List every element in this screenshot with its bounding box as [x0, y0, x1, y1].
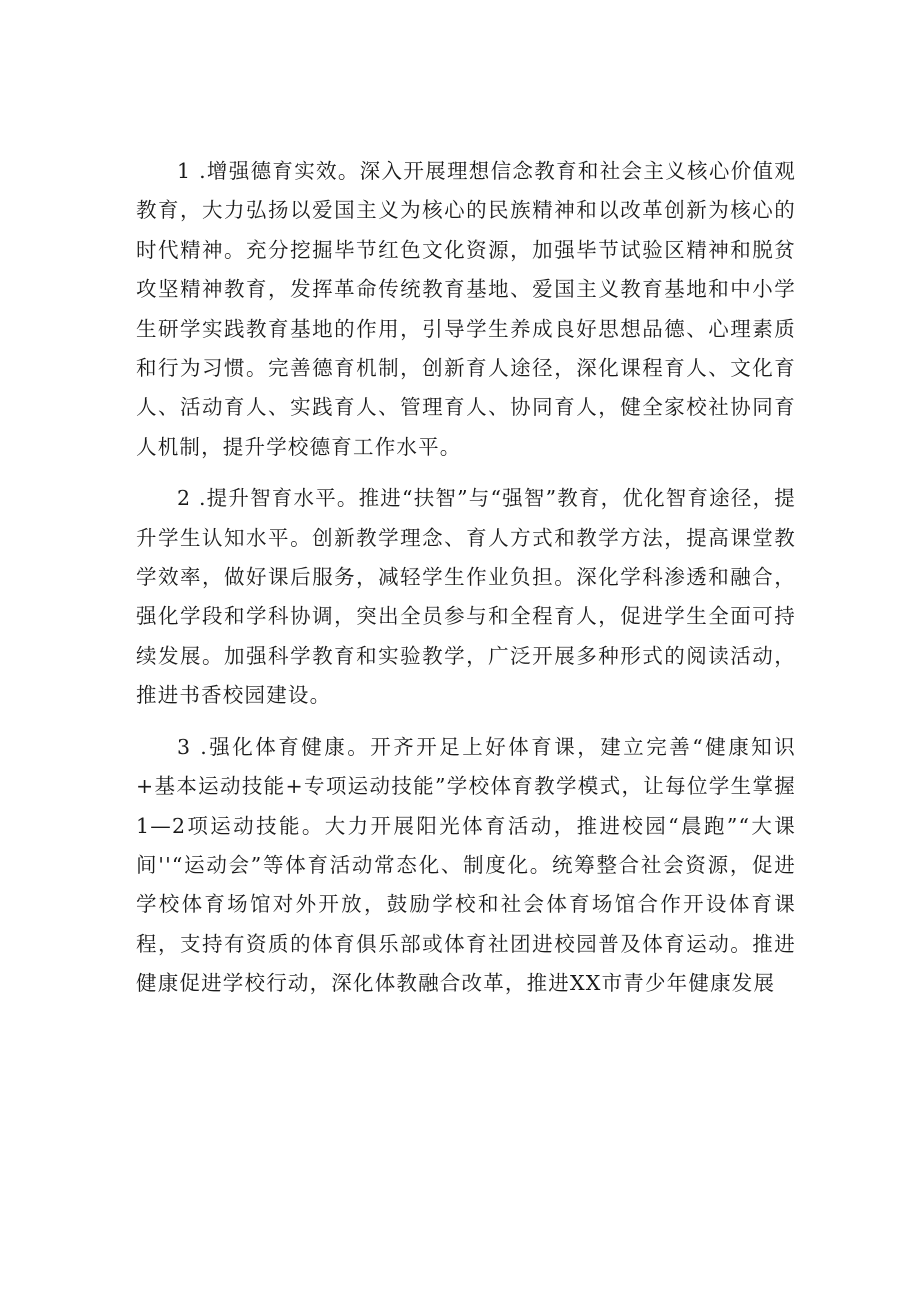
document-body — [136, 152, 796, 1016]
paragraph-physical-education: 3 .强化体育健康。开齐开足上好体育课，建立完善“健康知识+基本运动技能+专项运动技能”学校体育教学模式，让每位学生掌握1—2项运动技能。大力开展阳光体育活动，推进校园“晨跑”“大课间''“运动会”等体育活动常态化、制度化。统筹整合社会资源，促进学校体育场馆对外开放，鼓励学校和社会体育场馆合作开设体育课程，支持有资质的体育俱乐部或体育社团进校园普及体育运动。推进健康促进学校行动，深化体教融合改革，推进XX市青少年健康发展 — [136, 734, 796, 996]
paragraph-moral-education: 1 .增强德育实效。深入开展理想信念教育和社会主义核心价值观教育，大力弘扬以爱国主义为核心的民族精神和以改革创新为核心的时代精神。充分挖掘毕节红色文化资源，加强毕节试验区精神和脱贫攻坚精神教育，发挥革命传统教育基地、爱国主义教育基地和中小学生研学实践教育基地的作用，引导学生养成良好思想品德、心理素质和行为习惯。完善德育机制，创新育人途径，深化课程育人、文化育人、活动育人、实践育人、管理育人、协同育人，健全家校社协同育人机制，提升学校德育工作水平。 — [136, 159, 796, 459]
paragraph-intellectual-education: 2 .提升智育水平。推进“扶智”与“强智”教育，优化智育途径，提升学生认知水平。创新教学理念、育人方式和教学方法，提高课堂教学效率，做好课后服务，减轻学生作业负担。深化学科渗透和融合，强化学段和学科协调，突出全员参与和全程育人，促进学生全面可持续发展。加强科学教育和实验教学，广泛开展多种形式的阅读活动，推进书香校园建设。 — [136, 486, 796, 708]
